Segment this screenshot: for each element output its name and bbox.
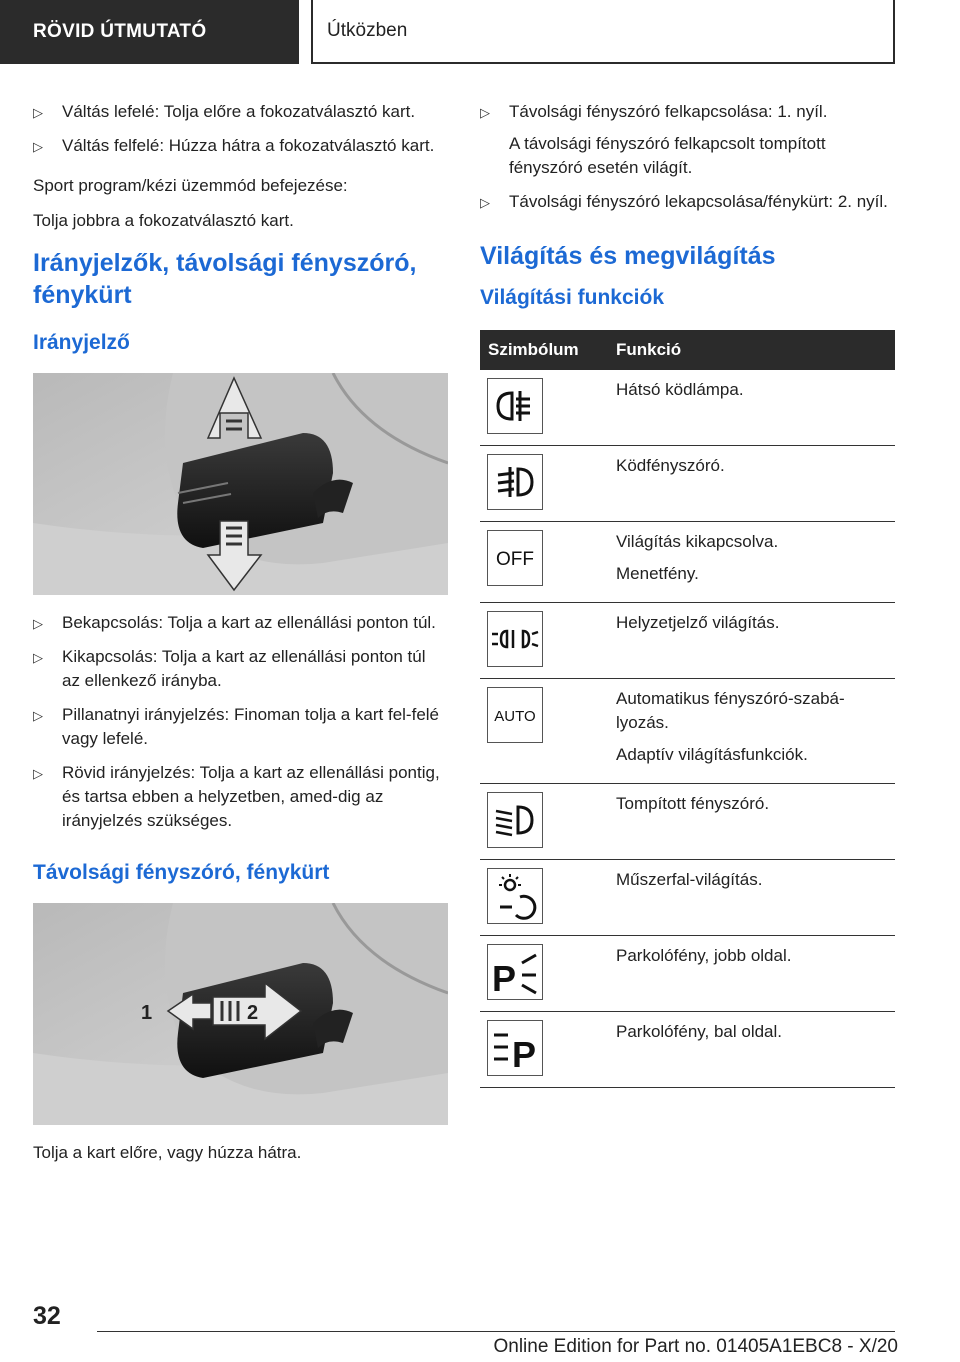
list-item: ▷ Rövid irányjelzés: Tolja a kart az ellenállási pontig, és tartsa ebben a helyzetben, amed‐dig az irányjelzés szükséges. <box>33 763 440 830</box>
list-item: ▷ Váltás lefelé: Tolja előre a fokozatválasztó kart. <box>33 100 448 124</box>
parking-light-left-icon <box>487 1020 543 1076</box>
parking-lights-icon <box>487 611 543 667</box>
instrument-lighting-icon <box>487 868 543 924</box>
list-item: ▷ Pillanatnyi irányjelzés: Finoman tolja a kart fel‐felé vagy lefelé. <box>33 705 440 748</box>
section-tab <box>0 0 299 64</box>
parking-light-right-icon <box>487 944 543 1000</box>
arrow-2-label: 2 <box>247 1002 259 1024</box>
list-item: ▷ Távolsági fényszóró felkapcsolása: 1. nyíl. A távolsági fényszóró felkapcsolt tompított fényszóró esetén világít. <box>480 102 828 177</box>
arrow-1-label: 1 <box>141 1002 153 1024</box>
subsection-heading: Irányjelző <box>33 331 130 354</box>
section-heading: Világítás és megvilágítás <box>480 242 776 270</box>
bullet-triangle-icon: ▷ <box>480 195 490 210</box>
table-row: P Parkolófény, bal oldal. <box>480 1012 895 1088</box>
front-fog-lamp-icon <box>487 454 543 510</box>
paragraph: Tolja jobbra a fokozatválasztó kart. <box>33 211 294 230</box>
lights-off-icon <box>487 530 543 586</box>
section-title: RÖVID ÚTMUTATÓ <box>33 21 207 42</box>
right-column <box>480 100 895 1088</box>
list-item: ▷ Bekapcsolás: Tolja a kart az ellenállási ponton túl. <box>33 611 448 635</box>
edition-footer: Online Edition for Part no. 01405A1EBC8 - X/20 <box>493 1336 898 1357</box>
subsection-heading: Világítási funkciók <box>480 286 665 309</box>
bullet-triangle-icon: ▷ <box>33 616 43 631</box>
table-row: AUTO Automatikus fényszóró-szabá‐lyozás. Adaptív világításfunkciók. <box>480 679 895 784</box>
subsection-heading: Távolsági fényszóró, fénykürt <box>33 861 330 884</box>
chapter-tab <box>311 0 895 64</box>
left-column <box>33 100 448 1176</box>
figure-caption: Tolja a kart előre, vagy húzza hátra. <box>33 1143 302 1162</box>
svg-text:OFF: OFF <box>496 549 534 570</box>
bullet-triangle-icon: ▷ <box>33 766 43 781</box>
table-row: Hátsó ködlámpa. <box>480 370 895 446</box>
paragraph: Sport program/kézi üzemmód befejezése: <box>33 176 348 195</box>
table-row: OFF Világítás kikapcsolva. Menetfény. <box>480 522 895 603</box>
footer-divider <box>97 1331 895 1332</box>
table-row: Helyzetjelző világítás. <box>480 603 895 679</box>
bullet-triangle-icon: ▷ <box>480 105 490 120</box>
table-row: Műszerfal-világítás. <box>480 860 895 936</box>
chapter-title: Útközben <box>327 20 408 41</box>
bullet-triangle-icon: ▷ <box>33 650 43 665</box>
table-row: Ködfényszóró. <box>480 446 895 522</box>
list-item: ▷ Távolsági fényszóró lekapcsolása/fénykürt: 2. nyíl. <box>480 190 895 214</box>
rear-fog-lamp-icon <box>487 378 543 434</box>
page-number: 32 <box>33 1302 61 1330</box>
high-beam-lever-illustration <box>33 903 448 1125</box>
turn-signal-lever-illustration <box>33 373 448 595</box>
list-item: ▷ Kikapcsolás: Tolja a kart az ellenállási ponton túl az ellenkező irányba. <box>33 647 426 690</box>
svg-text:P: P <box>492 958 517 999</box>
column-header-symbol: Szimbólum <box>480 330 608 370</box>
table-row: Tompított fényszóró. <box>480 784 895 860</box>
table-row: P Parkolófény, jobb oldal. <box>480 936 895 1012</box>
list-item: ▷ Váltás felfelé: Húzza hátra a fokozatválasztó kart. <box>33 134 448 158</box>
column-header-function: Funkció <box>608 330 895 370</box>
bullet-triangle-icon: ▷ <box>33 708 43 723</box>
bullet-triangle-icon: ▷ <box>33 105 43 120</box>
low-beam-icon <box>487 792 543 848</box>
svg-text:AUTO: AUTO <box>494 708 536 725</box>
auto-headlight-icon <box>487 687 543 743</box>
lighting-functions-table <box>480 330 895 1088</box>
bullet-triangle-icon: ▷ <box>33 139 43 154</box>
svg-text:P: P <box>512 1034 537 1075</box>
section-heading: Irányjelzők, távolsági fényszóró, fénykürt <box>33 249 417 309</box>
